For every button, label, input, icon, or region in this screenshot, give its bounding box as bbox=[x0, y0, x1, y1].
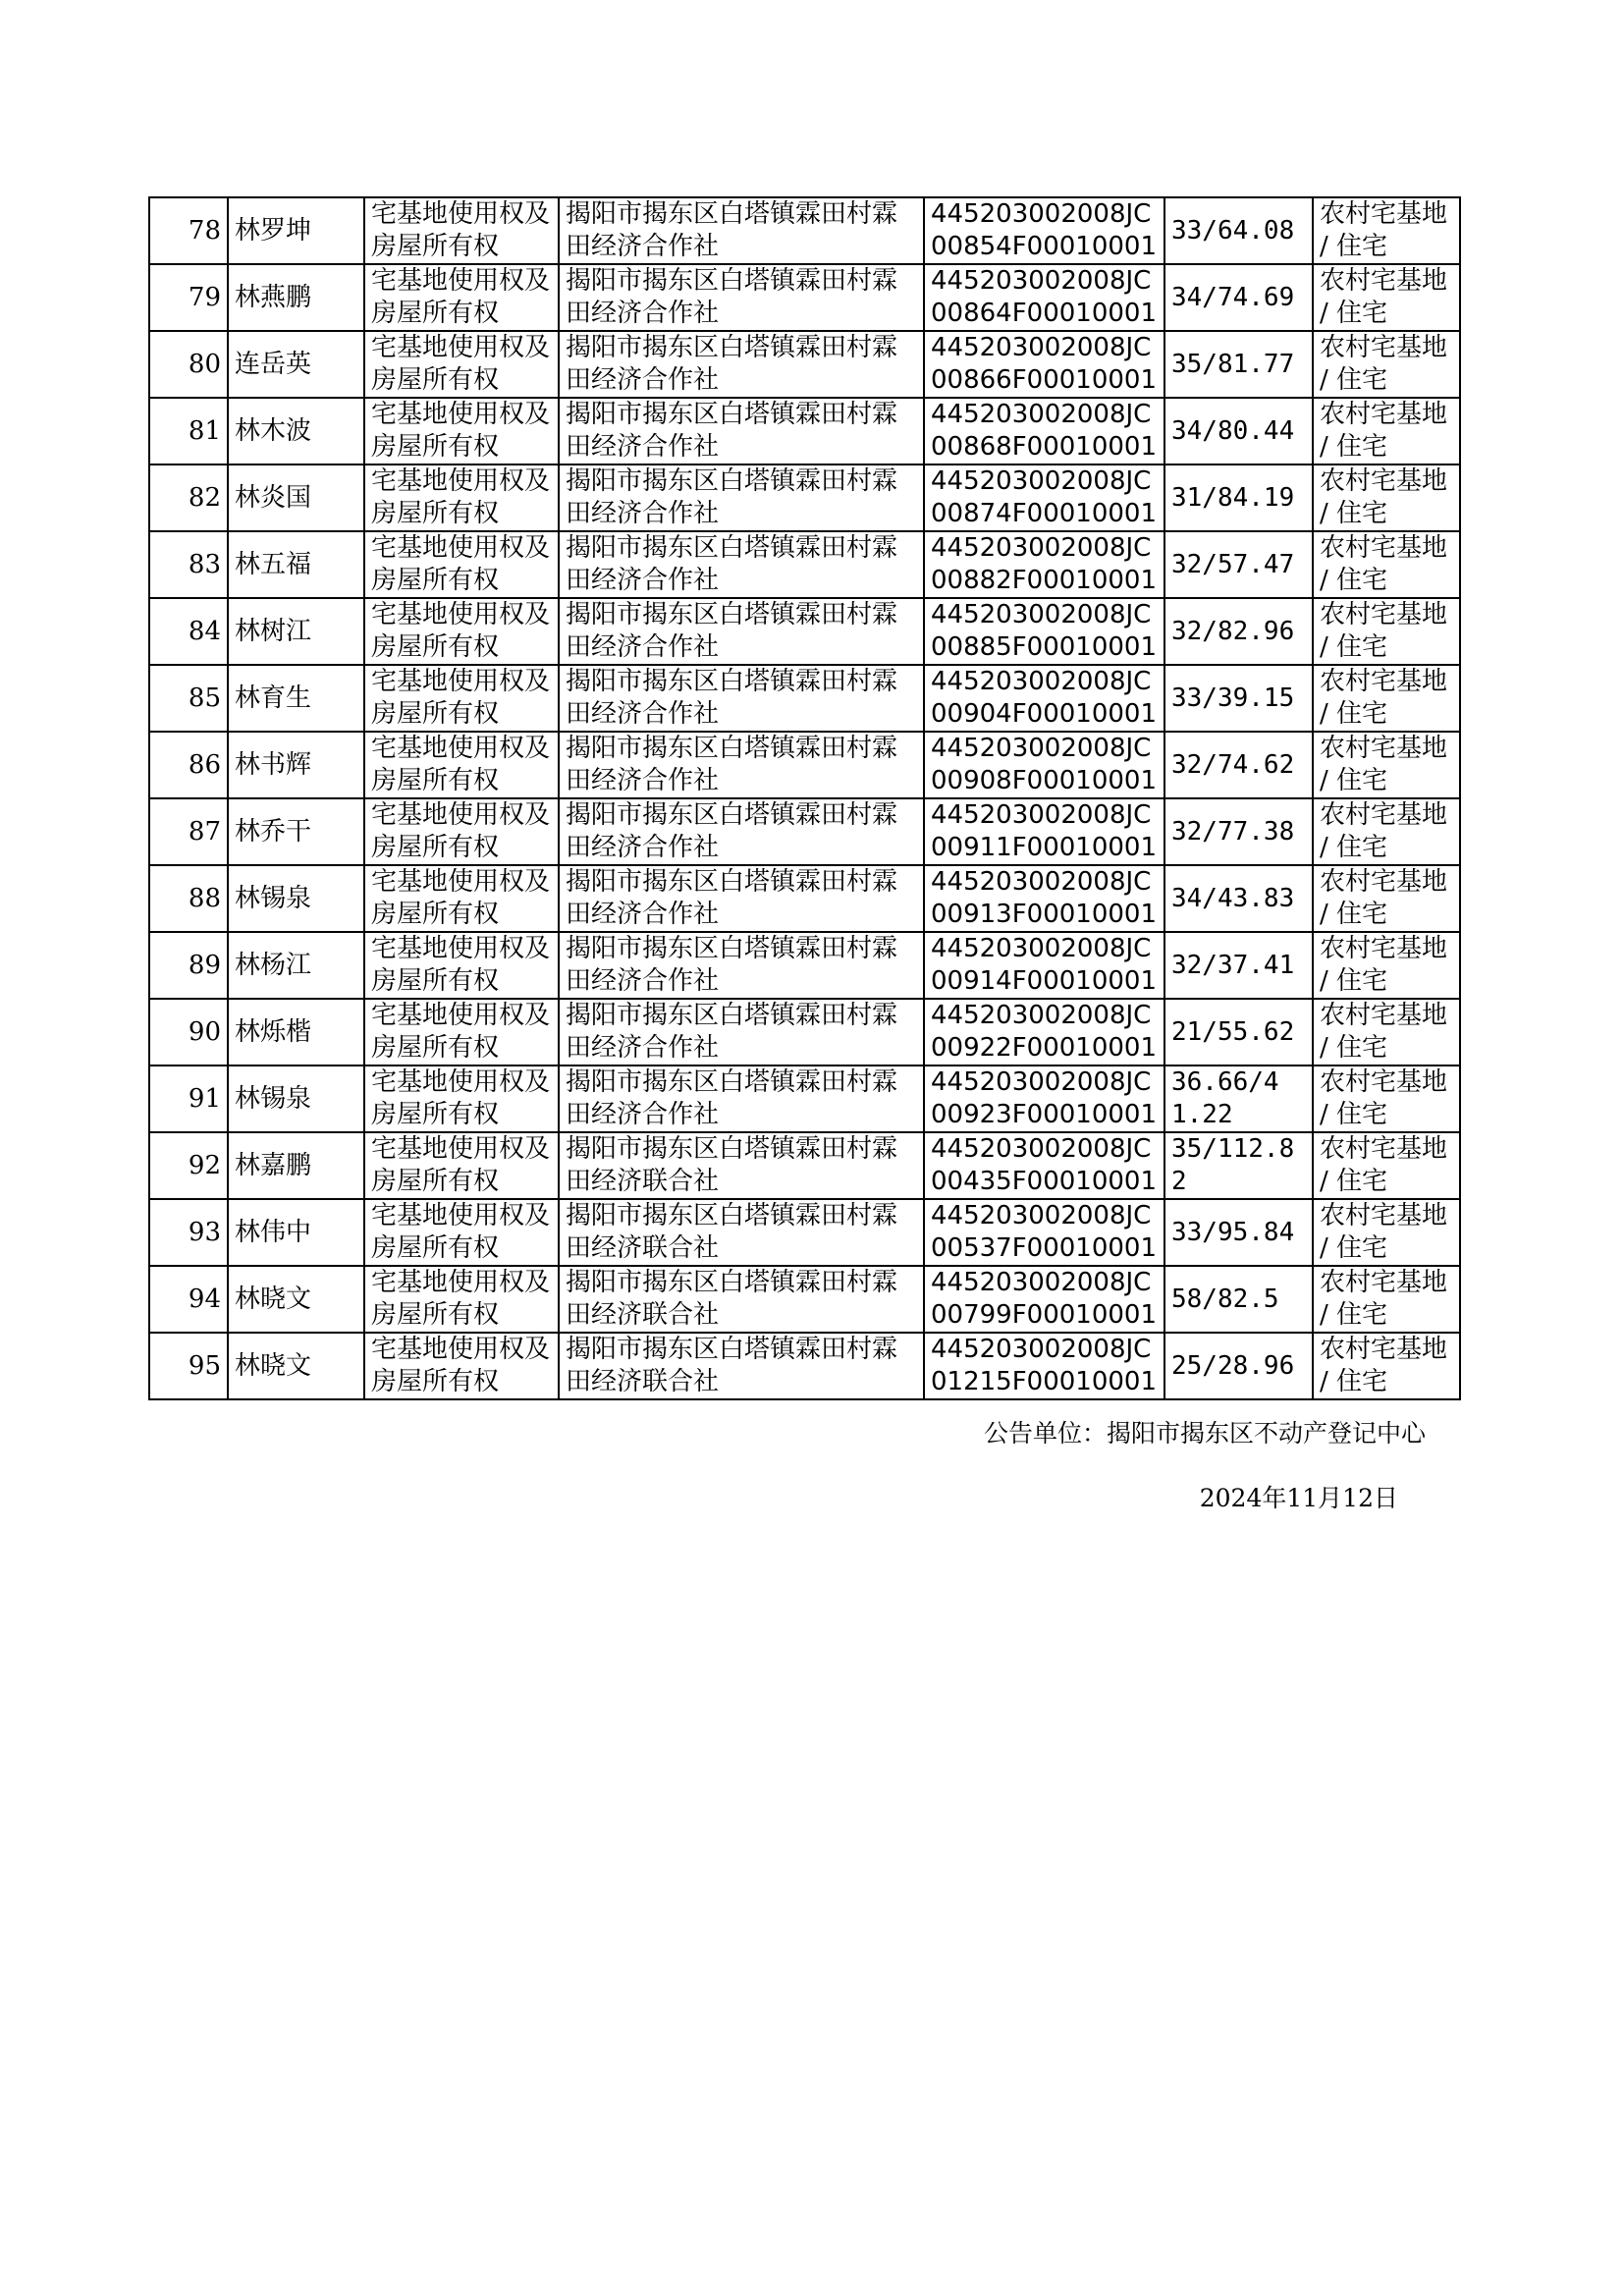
land-use-cell: 农村宅基地 / 住宅 bbox=[1313, 331, 1460, 398]
holder-name-cell: 林育生 bbox=[228, 665, 364, 732]
unit-number-cell: 445203002008JC00882F00010001 bbox=[924, 531, 1164, 598]
right-type-cell: 宅基地使用权及房屋所有权 bbox=[364, 1333, 559, 1399]
unit-number-cell: 445203002008JC01215F00010001 bbox=[924, 1333, 1164, 1399]
land-use-cell: 农村宅基地 / 住宅 bbox=[1313, 732, 1460, 798]
unit-number-cell: 445203002008JC00885F00010001 bbox=[924, 598, 1164, 665]
area-value-cell: 33/39.15 bbox=[1164, 665, 1313, 732]
area-value-cell: 32/82.96 bbox=[1164, 598, 1313, 665]
holder-name-cell: 林燕鹏 bbox=[228, 264, 364, 331]
table-row bbox=[149, 398, 1460, 464]
land-use-cell: 农村宅基地 / 住宅 bbox=[1313, 598, 1460, 665]
land-use-cell: 农村宅基地 / 住宅 bbox=[1313, 1132, 1460, 1199]
holder-name-cell: 林木波 bbox=[228, 398, 364, 464]
row-number-cell: 78 bbox=[149, 197, 228, 264]
unit-number-cell: 445203002008JC00913F00010001 bbox=[924, 865, 1164, 932]
land-use-cell: 农村宅基地 / 住宅 bbox=[1313, 999, 1460, 1066]
table-row bbox=[149, 865, 1460, 932]
unit-number-cell: 445203002008JC00922F00010001 bbox=[924, 999, 1164, 1066]
owner-organization-cell: 揭阳市揭东区白塔镇霖田村霖田经济合作社 bbox=[559, 732, 924, 798]
holder-name-cell: 林五福 bbox=[228, 531, 364, 598]
land-use-cell: 农村宅基地 / 住宅 bbox=[1313, 398, 1460, 464]
holder-name-cell: 林罗坤 bbox=[228, 197, 364, 264]
right-type-cell: 宅基地使用权及房屋所有权 bbox=[364, 598, 559, 665]
registry-table bbox=[148, 196, 1461, 1400]
right-type-cell: 宅基地使用权及房屋所有权 bbox=[364, 531, 559, 598]
row-number-cell: 81 bbox=[149, 398, 228, 464]
row-number-cell: 91 bbox=[149, 1066, 228, 1132]
land-use-cell: 农村宅基地 / 住宅 bbox=[1313, 665, 1460, 732]
right-type-cell: 宅基地使用权及房屋所有权 bbox=[364, 1132, 559, 1199]
land-use-cell: 农村宅基地 / 住宅 bbox=[1313, 1333, 1460, 1399]
area-value-cell: 31/84.19 bbox=[1164, 464, 1313, 531]
table-row bbox=[149, 1333, 1460, 1399]
unit-number-cell: 445203002008JC00908F00010001 bbox=[924, 732, 1164, 798]
holder-name-cell: 林乔干 bbox=[228, 798, 364, 865]
table-row bbox=[149, 798, 1460, 865]
issue-date: 2024年11月12日 bbox=[1199, 1484, 1398, 1512]
unit-number-cell: 445203002008JC00914F00010001 bbox=[924, 932, 1164, 999]
area-value-cell: 33/64.08 bbox=[1164, 197, 1313, 264]
row-number-cell: 90 bbox=[149, 999, 228, 1066]
unit-number-cell: 445203002008JC00866F00010001 bbox=[924, 331, 1164, 398]
land-use-cell: 农村宅基地 / 住宅 bbox=[1313, 197, 1460, 264]
holder-name-cell: 林树江 bbox=[228, 598, 364, 665]
area-value-cell: 34/74.69 bbox=[1164, 264, 1313, 331]
land-use-cell: 农村宅基地 / 住宅 bbox=[1313, 464, 1460, 531]
land-use-cell: 农村宅基地 / 住宅 bbox=[1313, 1266, 1460, 1333]
table-row bbox=[149, 665, 1460, 732]
owner-organization-cell: 揭阳市揭东区白塔镇霖田村霖田经济联合社 bbox=[559, 1199, 924, 1266]
right-type-cell: 宅基地使用权及房屋所有权 bbox=[364, 999, 559, 1066]
holder-name-cell: 林伟中 bbox=[228, 1199, 364, 1266]
area-value-cell: 35/81.77 bbox=[1164, 331, 1313, 398]
row-number-cell: 83 bbox=[149, 531, 228, 598]
holder-name-cell: 林锡泉 bbox=[228, 1066, 364, 1132]
table-row bbox=[149, 1199, 1460, 1266]
holder-name-cell: 林烁楷 bbox=[228, 999, 364, 1066]
area-value-cell: 25/28.96 bbox=[1164, 1333, 1313, 1399]
owner-organization-cell: 揭阳市揭东区白塔镇霖田村霖田经济合作社 bbox=[559, 999, 924, 1066]
area-value-cell: 32/37.41 bbox=[1164, 932, 1313, 999]
holder-name-cell: 林晓文 bbox=[228, 1266, 364, 1333]
area-value-cell: 58/82.5 bbox=[1164, 1266, 1313, 1333]
table-row bbox=[149, 1132, 1460, 1199]
unit-number-cell: 445203002008JC00868F00010001 bbox=[924, 398, 1164, 464]
owner-organization-cell: 揭阳市揭东区白塔镇霖田村霖田经济合作社 bbox=[559, 1066, 924, 1132]
table-body bbox=[149, 197, 1460, 1399]
row-number-cell: 93 bbox=[149, 1199, 228, 1266]
unit-number-cell: 445203002008JC00435F00010001 bbox=[924, 1132, 1164, 1199]
unit-number-cell: 445203002008JC00864F00010001 bbox=[924, 264, 1164, 331]
area-value-cell: 32/57.47 bbox=[1164, 531, 1313, 598]
land-use-cell: 农村宅基地 / 住宅 bbox=[1313, 865, 1460, 932]
owner-organization-cell: 揭阳市揭东区白塔镇霖田村霖田经济合作社 bbox=[559, 932, 924, 999]
right-type-cell: 宅基地使用权及房屋所有权 bbox=[364, 331, 559, 398]
unit-number-cell: 445203002008JC00911F00010001 bbox=[924, 798, 1164, 865]
holder-name-cell: 连岳英 bbox=[228, 331, 364, 398]
row-number-cell: 89 bbox=[149, 932, 228, 999]
row-number-cell: 80 bbox=[149, 331, 228, 398]
row-number-cell: 79 bbox=[149, 264, 228, 331]
holder-name-cell: 林炎国 bbox=[228, 464, 364, 531]
owner-organization-cell: 揭阳市揭东区白塔镇霖田村霖田经济联合社 bbox=[559, 1333, 924, 1399]
right-type-cell: 宅基地使用权及房屋所有权 bbox=[364, 732, 559, 798]
right-type-cell: 宅基地使用权及房屋所有权 bbox=[364, 398, 559, 464]
right-type-cell: 宅基地使用权及房屋所有权 bbox=[364, 464, 559, 531]
row-number-cell: 86 bbox=[149, 732, 228, 798]
row-number-cell: 88 bbox=[149, 865, 228, 932]
area-value-cell: 33/95.84 bbox=[1164, 1199, 1313, 1266]
table-row bbox=[149, 598, 1460, 665]
land-use-cell: 农村宅基地 / 住宅 bbox=[1313, 932, 1460, 999]
area-value-cell: 35/112.82 bbox=[1164, 1132, 1313, 1199]
unit-number-cell: 445203002008JC00904F00010001 bbox=[924, 665, 1164, 732]
owner-organization-cell: 揭阳市揭东区白塔镇霖田村霖田经济合作社 bbox=[559, 264, 924, 331]
land-use-cell: 农村宅基地 / 住宅 bbox=[1313, 798, 1460, 865]
area-value-cell: 34/80.44 bbox=[1164, 398, 1313, 464]
unit-number-cell: 445203002008JC00854F00010001 bbox=[924, 197, 1164, 264]
table-row bbox=[149, 264, 1460, 331]
row-number-cell: 84 bbox=[149, 598, 228, 665]
table-row bbox=[149, 331, 1460, 398]
table-row bbox=[149, 999, 1460, 1066]
holder-name-cell: 林锡泉 bbox=[228, 865, 364, 932]
owner-organization-cell: 揭阳市揭东区白塔镇霖田村霖田经济合作社 bbox=[559, 798, 924, 865]
table-row bbox=[149, 197, 1460, 264]
land-use-cell: 农村宅基地 / 住宅 bbox=[1313, 264, 1460, 331]
owner-organization-cell: 揭阳市揭东区白塔镇霖田村霖田经济合作社 bbox=[559, 598, 924, 665]
row-number-cell: 95 bbox=[149, 1333, 228, 1399]
unit-number-cell: 445203002008JC00537F00010001 bbox=[924, 1199, 1164, 1266]
row-number-cell: 85 bbox=[149, 665, 228, 732]
holder-name-cell: 林杨江 bbox=[228, 932, 364, 999]
owner-organization-cell: 揭阳市揭东区白塔镇霖田村霖田经济联合社 bbox=[559, 1132, 924, 1199]
table-row bbox=[149, 1066, 1460, 1132]
area-value-cell: 21/55.62 bbox=[1164, 999, 1313, 1066]
right-type-cell: 宅基地使用权及房屋所有权 bbox=[364, 932, 559, 999]
owner-organization-cell: 揭阳市揭东区白塔镇霖田村霖田经济合作社 bbox=[559, 331, 924, 398]
area-value-cell: 36.66/41.22 bbox=[1164, 1066, 1313, 1132]
right-type-cell: 宅基地使用权及房屋所有权 bbox=[364, 1066, 559, 1132]
area-value-cell: 32/74.62 bbox=[1164, 732, 1313, 798]
row-number-cell: 94 bbox=[149, 1266, 228, 1333]
right-type-cell: 宅基地使用权及房屋所有权 bbox=[364, 197, 559, 264]
owner-organization-cell: 揭阳市揭东区白塔镇霖田村霖田经济合作社 bbox=[559, 197, 924, 264]
unit-number-cell: 445203002008JC00923F00010001 bbox=[924, 1066, 1164, 1132]
owner-organization-cell: 揭阳市揭东区白塔镇霖田村霖田经济合作社 bbox=[559, 865, 924, 932]
right-type-cell: 宅基地使用权及房屋所有权 bbox=[364, 264, 559, 331]
right-type-cell: 宅基地使用权及房屋所有权 bbox=[364, 1266, 559, 1333]
holder-name-cell: 林书辉 bbox=[228, 732, 364, 798]
table-row bbox=[149, 1266, 1460, 1333]
owner-organization-cell: 揭阳市揭东区白塔镇霖田村霖田经济合作社 bbox=[559, 531, 924, 598]
row-number-cell: 87 bbox=[149, 798, 228, 865]
row-number-cell: 82 bbox=[149, 464, 228, 531]
holder-name-cell: 林晓文 bbox=[228, 1333, 364, 1399]
table-row bbox=[149, 932, 1460, 999]
owner-organization-cell: 揭阳市揭东区白塔镇霖田村霖田经济合作社 bbox=[559, 464, 924, 531]
table-row bbox=[149, 464, 1460, 531]
land-use-cell: 农村宅基地 / 住宅 bbox=[1313, 1066, 1460, 1132]
table-row bbox=[149, 732, 1460, 798]
unit-number-cell: 445203002008JC00874F00010001 bbox=[924, 464, 1164, 531]
area-value-cell: 34/43.83 bbox=[1164, 865, 1313, 932]
table-row bbox=[149, 531, 1460, 598]
owner-organization-cell: 揭阳市揭东区白塔镇霖田村霖田经济联合社 bbox=[559, 1266, 924, 1333]
land-use-cell: 农村宅基地 / 住宅 bbox=[1313, 1199, 1460, 1266]
right-type-cell: 宅基地使用权及房屋所有权 bbox=[364, 865, 559, 932]
owner-organization-cell: 揭阳市揭东区白塔镇霖田村霖田经济合作社 bbox=[559, 665, 924, 732]
right-type-cell: 宅基地使用权及房屋所有权 bbox=[364, 798, 559, 865]
area-value-cell: 32/77.38 bbox=[1164, 798, 1313, 865]
issuer-line: 公告单位：揭阳市揭东区不动产登记中心 bbox=[983, 1419, 1426, 1448]
right-type-cell: 宅基地使用权及房屋所有权 bbox=[364, 1199, 559, 1266]
unit-number-cell: 445203002008JC00799F00010001 bbox=[924, 1266, 1164, 1333]
holder-name-cell: 林嘉鹏 bbox=[228, 1132, 364, 1199]
land-use-cell: 农村宅基地 / 住宅 bbox=[1313, 531, 1460, 598]
right-type-cell: 宅基地使用权及房屋所有权 bbox=[364, 665, 559, 732]
owner-organization-cell: 揭阳市揭东区白塔镇霖田村霖田经济合作社 bbox=[559, 398, 924, 464]
row-number-cell: 92 bbox=[149, 1132, 228, 1199]
